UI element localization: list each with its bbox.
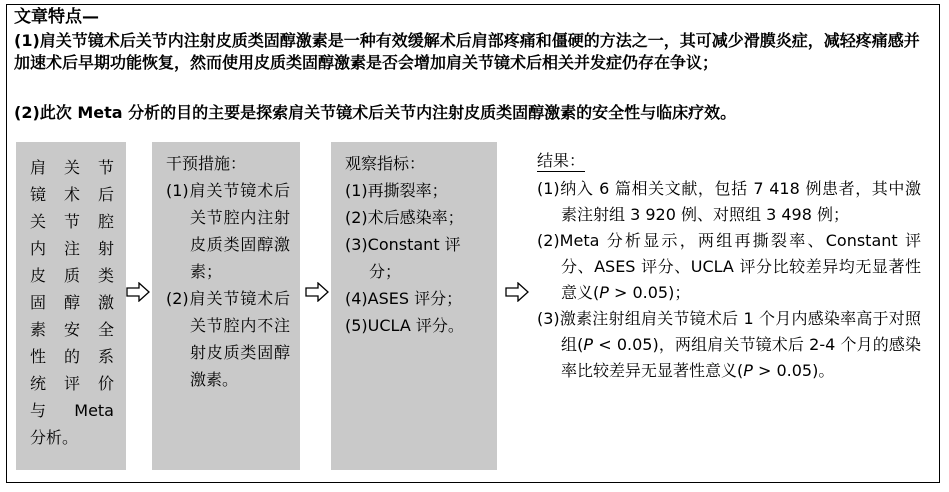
topic-line: 素安全 (30, 320, 114, 339)
topic-line: 内注射 (30, 239, 114, 258)
intervention-item-2: (2)肩关节镜术后关节腔内不注射皮质类固醇激素。 (166, 289, 290, 389)
outcome-item: (5)UCLA 评分。 (345, 316, 464, 335)
topic-line: 镜术后 (30, 185, 114, 204)
feature-item-2 (14, 102, 932, 124)
intervention-box (152, 142, 300, 470)
result-2-text-a: (2)Meta 分析显示，两组再撕裂率、Constant 评分、ASES 评分、UCLA 评分比较差异均无显著性意义( (537, 231, 921, 302)
result-item-2 (537, 228, 921, 306)
outcome-title: 观察指标： (345, 154, 426, 173)
result-3-text-c: > 0.05)。 (752, 361, 835, 380)
intervention-item-1: (1)肩关节镜术后关节腔内注射皮质类固醇激素； (166, 181, 290, 281)
hollow-right-arrow-icon (505, 282, 529, 302)
outcome-item: (3)Constant 评分； (345, 235, 461, 281)
outcome-item: (1)再撕裂率； (345, 181, 448, 200)
feature-item-1 (14, 30, 932, 74)
topic-line: 与 Meta (30, 401, 114, 420)
intervention-title: 干预措施： (166, 154, 247, 173)
results-section (537, 148, 921, 384)
outcome-box (331, 142, 497, 470)
result-3-text-b: < 0.05)，两组肩关节镜术后 2-4 个月的感染率比较差异无显著性意义( (561, 335, 921, 380)
features-title: 文章特点— (14, 7, 99, 27)
topic-line: 固醇激 (30, 293, 114, 312)
hollow-right-arrow-icon (305, 282, 329, 302)
p-value-symbol: P (599, 283, 609, 302)
topic-line: 皮质类 (30, 266, 114, 285)
results-title: 结果： (537, 151, 586, 170)
topic-box (16, 142, 126, 470)
p-value-symbol: P (583, 335, 594, 354)
feature-text-1: (1)肩关节镜术后关节内注射皮质类固醇激素是一种有效缓解术后肩部疼痛和僵硬的方法之一，其可减少滑膜炎症，减轻疼痛感并加速术后早期功能恢复，然而使用皮质类固醇激素是否会增加肩关节镜术后相关并发症仍存在争议； (14, 31, 920, 72)
topic-line: 性的系 (30, 347, 114, 366)
topic-line: 肩关节 (30, 158, 114, 177)
outcome-item: (4)ASES 评分； (345, 289, 463, 308)
result-item-3 (537, 306, 921, 384)
topic-line: 分析。 (30, 428, 79, 447)
hollow-right-arrow-icon (126, 282, 150, 302)
outcome-item: (2)术后感染率； (345, 208, 464, 227)
topic-line: 统评价 (30, 374, 114, 393)
feature-text-2: (2)此次 Meta 分析的目的主要是探索肩关节镜术后关节内注射皮质类固醇激素的安全性与临床疗效。 (14, 103, 737, 122)
result-2-text-b: > 0.05)； (608, 283, 691, 302)
p-value-symbol: P (743, 361, 753, 380)
result-3-text-a: (3)激素注射组肩关节镜术后 1 个月内感染率高于对照组( (537, 309, 921, 354)
result-item-1: (1)纳入 6 篇相关文献，包括 7 418 例患者，其中激素注射组 3 920 例、对照组 3 498 例； (537, 179, 921, 224)
topic-line: 关节腔 (30, 212, 114, 231)
